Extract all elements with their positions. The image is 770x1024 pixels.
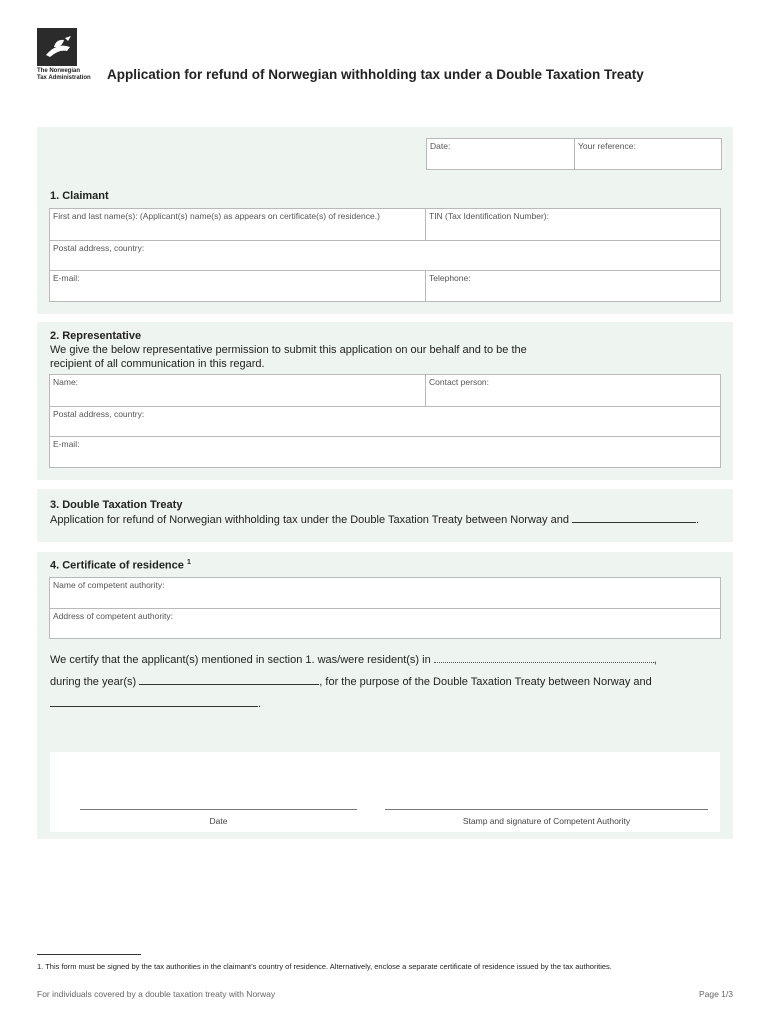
claimant-name-field[interactable]: First and last name(s): (Applicant(s) name(s) as appears on certificate(s) of residence.) (53, 211, 380, 221)
certify-comma: , (653, 654, 657, 666)
years-prefix: during the year(s) (50, 676, 137, 688)
divider (49, 406, 721, 407)
divider (425, 270, 426, 302)
years-line (50, 675, 652, 689)
representative-contact-person-field[interactable]: Contact person: (429, 377, 490, 387)
divider (49, 436, 721, 437)
signature-area (50, 752, 720, 832)
representative-intro (50, 343, 650, 371)
your-reference-field[interactable]: Your reference: (578, 141, 636, 151)
representative-heading: 2. Representative (50, 330, 142, 342)
org-name-line1: The Norwegian (37, 68, 81, 74)
certify-line (50, 653, 657, 667)
org-name-line2: Tax Administration (37, 75, 91, 81)
footnote-rule (37, 954, 141, 955)
competent-authority-address-field[interactable]: Address of competent authority: (53, 611, 174, 621)
organization-name (37, 68, 97, 82)
date-signature-line[interactable] (80, 809, 357, 810)
representative-intro-line2: recipient of all communication in this regard. (50, 358, 265, 370)
tax-administration-logo (37, 28, 77, 66)
treaty-heading: 3. Double Taxation Treaty (50, 499, 183, 511)
final-country-blank[interactable] (50, 698, 258, 707)
representative-email-field[interactable]: E-mail: (53, 439, 80, 449)
stamp-signature-line[interactable] (385, 809, 708, 810)
document-title: Application for refund of Norwegian withholding tax under a Double Taxation Treaty (107, 67, 644, 82)
treaty-text (50, 513, 699, 527)
footnote-ref: 1 (186, 559, 191, 566)
footnote: 1. This form must be signed by the tax authorities in the claimant’s country of residence. Alternatively, enclose a separate certificate of residence issued by the tax authorities. (37, 962, 612, 971)
divider (425, 208, 426, 240)
divider (49, 270, 721, 271)
treaty-sentence: Application for refund of Norwegian withholding tax under the Double Taxation Treaty between Norway and (50, 514, 569, 526)
residence-country-blank[interactable] (434, 654, 654, 663)
final-period: . (258, 698, 262, 710)
years-suffix: , for the purpose of the Double Taxation Treaty between Norway and (319, 676, 652, 688)
representative-fields-box (49, 374, 721, 468)
claimant-telephone-field[interactable]: Telephone: (429, 273, 471, 283)
claimant-postal-address-field[interactable]: Postal address, country: (53, 243, 145, 253)
divider (49, 608, 721, 609)
treaty-period: . (696, 514, 700, 526)
divider (574, 138, 575, 170)
treaty-country-blank[interactable] (572, 514, 696, 523)
certificate-heading-text: 4. Certificate of residence (50, 559, 184, 572)
claimant-email-field[interactable]: E-mail: (53, 273, 80, 283)
footer-text: For individuals covered by a double taxation treaty with Norway (37, 989, 276, 999)
representative-name-field[interactable]: Name: (53, 377, 79, 387)
certificate-heading (50, 559, 191, 572)
divider (49, 240, 721, 241)
representative-intro-line1: We give the below representative permission to submit this application on our behalf and to be the (50, 344, 527, 356)
certify-text: We certify that the applicant(s) mentioned in section 1. was/were resident(s) in (50, 654, 431, 666)
representative-postal-address-field[interactable]: Postal address, country: (53, 409, 145, 419)
divider (425, 374, 426, 406)
final-line (50, 697, 261, 711)
signature-date-label: Date (209, 816, 228, 826)
stamp-signature-label: Stamp and signature of Competent Authority (462, 816, 631, 826)
claimant-fields-box (49, 208, 721, 302)
claimant-tin-field[interactable]: TIN (Tax Identification Number): (429, 211, 549, 221)
date-field[interactable]: Date: (430, 141, 451, 151)
competent-authority-name-field[interactable]: Name of competent authority: (53, 580, 165, 590)
years-blank[interactable] (139, 676, 319, 685)
claimant-heading: 1. Claimant (50, 190, 109, 202)
page-number: Page 1/3 (698, 989, 733, 999)
